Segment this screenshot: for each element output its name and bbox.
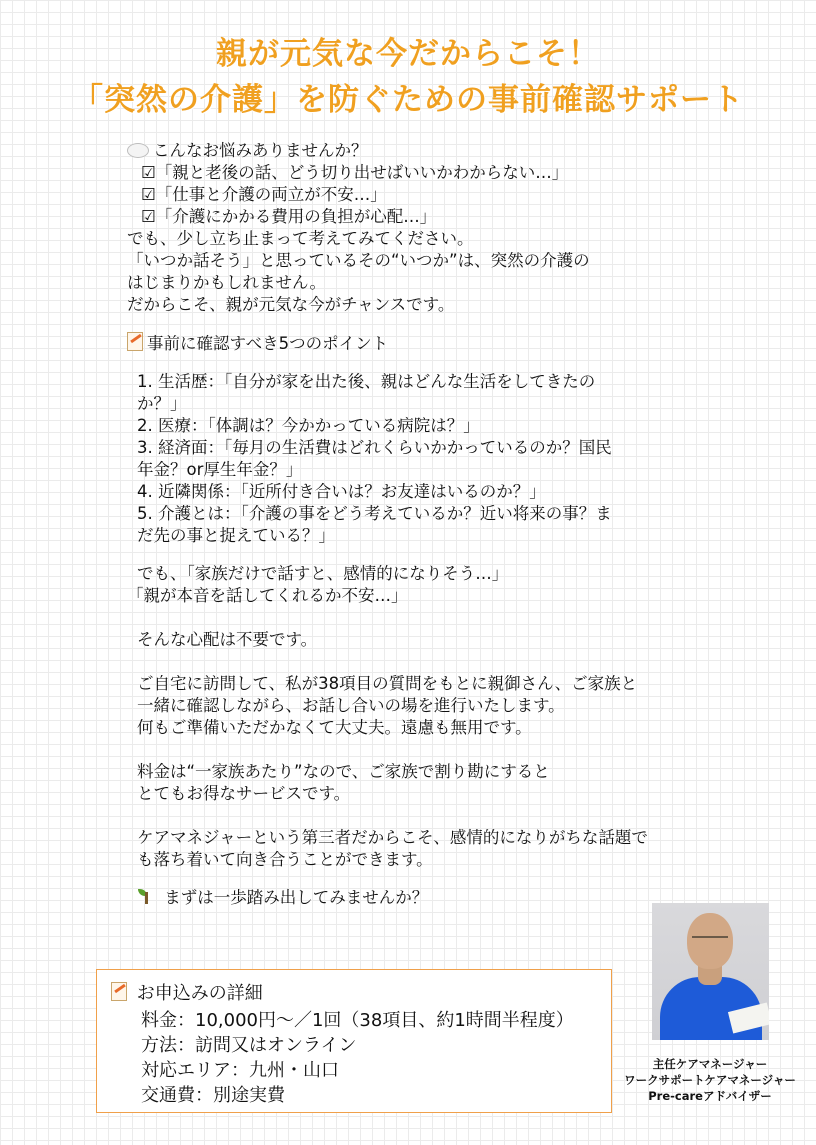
- application-item-travel: 交通費：別途実費: [141, 1085, 285, 1106]
- visit-line: 何もご準備いただかなくて大丈夫。遠慮も無用です。: [137, 718, 532, 737]
- worries-heading-text: こんなお悩みありませんか？: [153, 141, 368, 160]
- point-line: だ先の事と捉えている？」: [137, 526, 335, 545]
- point-line: 5. 介護とは：「介護の事をどう考えているか？近い将来の事？ま: [137, 504, 612, 523]
- worry-item: ☑「介護にかかる費用の負担が心配…」: [141, 207, 437, 226]
- cta: [127, 887, 672, 909]
- profile-caption: [600, 1056, 816, 1104]
- worries-heading: [127, 140, 672, 162]
- point-line: か？」: [137, 394, 187, 413]
- memo-icon: [127, 332, 143, 351]
- application-details-box: [96, 969, 612, 1113]
- application-list: [141, 1008, 574, 1108]
- concern-line: 「親が本音を話してくれるか不安…」: [127, 586, 408, 605]
- visit-line: ご自宅に訪問して、私が38項目の質問をもとに親御さん、ご家族と: [137, 674, 638, 693]
- point-line: 2. 医療：「体調は？今かかっている病院は？」: [137, 416, 480, 435]
- fee-note-line: 料金は“一家族あたり”なので、ご家族で割り勘にすると: [137, 762, 550, 781]
- intro-line: だからこそ、親が元気な今がチャンスです。: [127, 295, 455, 314]
- worry-item: ☑「親と老後の話、どう切り出せばいいかわからない…」: [141, 163, 569, 182]
- cta-text: まずは一歩踏み出してみませんか？: [164, 888, 429, 907]
- fee-note-line: とてもお得なサービスです。: [137, 784, 351, 803]
- point-line: 1. 生活歴：「自分が家を出た後、親はどんな生活をしてきたの: [137, 372, 596, 391]
- reassure-text: そんな心配は不要です。: [137, 630, 318, 649]
- profile-photo: [652, 903, 769, 1040]
- point-line: 4. 近隣関係：「近所付き合いは？お友達はいるのか？」: [137, 482, 546, 501]
- intro-line: 「いつか話そう」と思っているその“いつか”は、突然の介護の: [127, 251, 590, 270]
- worry-item: ☑「仕事と介護の両立が不安…」: [141, 185, 387, 204]
- sprout-icon: [137, 887, 155, 905]
- application-item-area: 対応エリア：九州・山口: [141, 1060, 339, 1081]
- point-line: 年金？or厚生年金？」: [137, 460, 303, 479]
- page-title-line-2: 「突然の介護」を防ぐための事前確認サポート: [72, 82, 744, 118]
- intro-line: はじまりかもしれません。: [127, 273, 326, 292]
- page-title-line-1: 親が元気な今だからこそ！: [216, 36, 600, 72]
- concern-line: でも、「家族だけで話すと、感情的になりそう…」: [137, 564, 509, 583]
- application-heading-text: お申込みの詳細: [136, 983, 263, 1004]
- profile-title: Pre-careアドバイザー: [648, 1089, 772, 1103]
- profile-title: 主任ケアマネージャー: [652, 1057, 768, 1071]
- application-item-method: 方法：訪問又はオンライン: [141, 1035, 357, 1056]
- profile-title: ワークサポートケアマネージャー: [624, 1073, 796, 1087]
- point-line: 3. 経済面：「毎月の生活費はどれくらいかかっているのか？国民: [137, 438, 612, 457]
- application-item-fee: 料金：10,000円～／1回（38項目、約1時間半程度）: [141, 1010, 574, 1031]
- thought-bubble-icon: [127, 143, 149, 158]
- points-heading: [127, 332, 672, 355]
- memo-icon: [111, 982, 127, 1001]
- third-party-line: も落ち着いて向き合うことができます。: [137, 850, 433, 869]
- main-content: [127, 140, 672, 909]
- points-heading-text: 事前に確認すべき5つのポイント: [147, 334, 389, 353]
- visit-line: 一緒に確認しながら、お話し合いの場を進行いたします。: [137, 696, 565, 715]
- application-heading: [111, 982, 263, 1006]
- intro-line: でも、少し立ち止まって考えてみてください。: [127, 229, 474, 248]
- third-party-line: ケアマネジャーという第三者だからこそ、感情的になりがちな話題で: [137, 828, 648, 847]
